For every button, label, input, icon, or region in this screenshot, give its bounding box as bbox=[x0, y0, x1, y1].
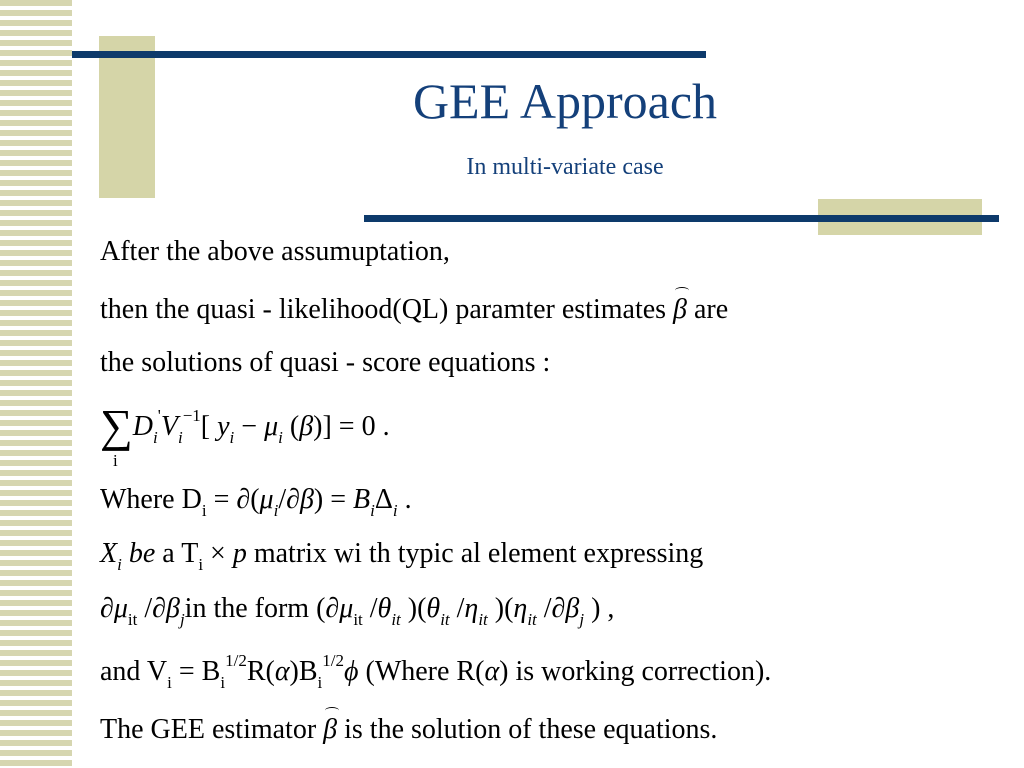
body-text: then the quasi - likelihood(QL) paramter estimates bbox=[100, 294, 674, 325]
body-line-2 bbox=[100, 293, 728, 327]
math-text: )] = 0 . bbox=[313, 411, 390, 442]
math-symbol: β bbox=[299, 411, 314, 442]
math-superscript: −1 bbox=[182, 406, 201, 425]
math-text: /∂ bbox=[137, 593, 166, 624]
math-subscript: i bbox=[153, 428, 158, 447]
beta-hat-symbol: β bbox=[673, 294, 687, 325]
math-subscript: i bbox=[370, 501, 375, 520]
math-text: /∂ bbox=[278, 484, 300, 515]
math-subscript: it bbox=[353, 610, 363, 629]
decorative-block-left bbox=[99, 36, 155, 198]
math-text: )( bbox=[400, 593, 427, 624]
math-text: / bbox=[362, 593, 378, 624]
body-text: is the solution of these equations. bbox=[337, 714, 718, 745]
math-subscript: i bbox=[201, 501, 207, 520]
math-symbol: θ bbox=[377, 593, 392, 624]
math-text: /∂ bbox=[536, 593, 566, 624]
math-symbol: η bbox=[513, 593, 528, 624]
math-subscript: i bbox=[317, 673, 323, 692]
body-text: ) is working correction). bbox=[499, 656, 772, 687]
math-subscript: i bbox=[392, 501, 398, 520]
math-subscript: it bbox=[391, 610, 401, 629]
summation-index: i bbox=[113, 451, 118, 470]
math-symbol: V bbox=[160, 411, 178, 442]
decorative-stripe-band bbox=[0, 0, 72, 768]
math-subscript: it bbox=[478, 610, 488, 629]
estimating-equation bbox=[100, 400, 390, 451]
math-symbol: X bbox=[100, 538, 118, 569]
math-symbol: α bbox=[484, 656, 500, 687]
math-subscript: i bbox=[167, 673, 172, 692]
math-symbol: η bbox=[464, 593, 479, 624]
slide-title: GEE Approach bbox=[412, 73, 718, 129]
math-symbol: μ bbox=[259, 484, 274, 515]
body-line-9 bbox=[100, 713, 717, 747]
decorative-rule-top bbox=[72, 51, 706, 58]
math-text: − bbox=[234, 411, 265, 442]
decorative-rule-bottom bbox=[364, 215, 999, 222]
math-symbol: β bbox=[165, 593, 180, 624]
math-text: be bbox=[121, 538, 156, 569]
beta-hat-symbol: β bbox=[323, 714, 338, 745]
math-symbol: β bbox=[565, 593, 580, 624]
math-text: )B bbox=[289, 656, 318, 687]
math-text: × bbox=[203, 538, 233, 569]
math-subscript: i bbox=[198, 555, 204, 574]
math-text: / bbox=[449, 593, 465, 624]
math-subscript: it bbox=[527, 610, 537, 629]
body-text: Where D bbox=[100, 484, 202, 515]
body-line-7 bbox=[100, 592, 614, 629]
math-text: ∂ bbox=[100, 593, 114, 624]
math-subscript: i bbox=[117, 555, 122, 574]
math-text: = ∂( bbox=[206, 484, 260, 515]
body-text: matrix wi th typic al element expressing bbox=[246, 538, 704, 569]
math-symbol: ϕ bbox=[344, 656, 359, 687]
math-symbol: y bbox=[217, 411, 230, 442]
math-subscript: i bbox=[278, 428, 283, 447]
body-text: a T bbox=[155, 538, 199, 569]
math-superscript: 1/2 bbox=[322, 651, 344, 670]
body-line-1 bbox=[100, 235, 450, 269]
math-subscript: i bbox=[229, 428, 235, 447]
math-symbol: θ bbox=[426, 593, 441, 624]
math-subscript: j bbox=[179, 610, 185, 629]
math-text: . bbox=[397, 484, 412, 515]
math-text: )( bbox=[487, 593, 514, 624]
summation-symbol: ∑ bbox=[100, 400, 133, 451]
body-line-6 bbox=[100, 537, 703, 574]
body-line-3 bbox=[100, 346, 550, 380]
math-text: ( bbox=[282, 411, 300, 442]
body-text: are bbox=[687, 294, 729, 325]
math-symbol: μ bbox=[264, 411, 279, 442]
math-superscript: 1/2 bbox=[225, 651, 247, 670]
math-symbol: p bbox=[232, 538, 247, 569]
body-text: and V bbox=[100, 656, 168, 687]
math-subscript: i bbox=[273, 501, 279, 520]
body-text: After the above assumuptation, bbox=[100, 236, 450, 267]
math-text: ) = bbox=[313, 484, 354, 515]
math-superscript: ' bbox=[157, 406, 161, 425]
body-text: in the form (∂ bbox=[184, 593, 340, 624]
math-text: ) , bbox=[584, 593, 615, 624]
math-text: = B bbox=[171, 656, 221, 687]
math-subscript: i bbox=[177, 428, 183, 447]
math-symbol: β bbox=[299, 484, 314, 515]
math-text: [ bbox=[200, 411, 218, 442]
slide-subtitle: In multi-variate case bbox=[466, 154, 664, 180]
body-line-5 bbox=[100, 483, 412, 520]
math-symbol: Δ bbox=[374, 484, 393, 515]
body-text: The GEE estimator bbox=[100, 714, 324, 745]
math-symbol: μ bbox=[113, 593, 128, 624]
math-text: R( bbox=[246, 656, 275, 687]
body-text: (Where R( bbox=[358, 656, 485, 687]
math-symbol: μ bbox=[339, 593, 354, 624]
math-symbol: D bbox=[132, 411, 154, 442]
math-symbol: B bbox=[353, 484, 371, 515]
math-subscript: it bbox=[440, 610, 450, 629]
math-subscript: i bbox=[220, 673, 226, 692]
math-symbol: α bbox=[274, 656, 290, 687]
body-text: the solutions of quasi - score equations : bbox=[100, 347, 551, 378]
math-subscript: it bbox=[127, 610, 138, 629]
body-line-8 bbox=[100, 651, 772, 692]
math-subscript: j bbox=[579, 610, 585, 629]
